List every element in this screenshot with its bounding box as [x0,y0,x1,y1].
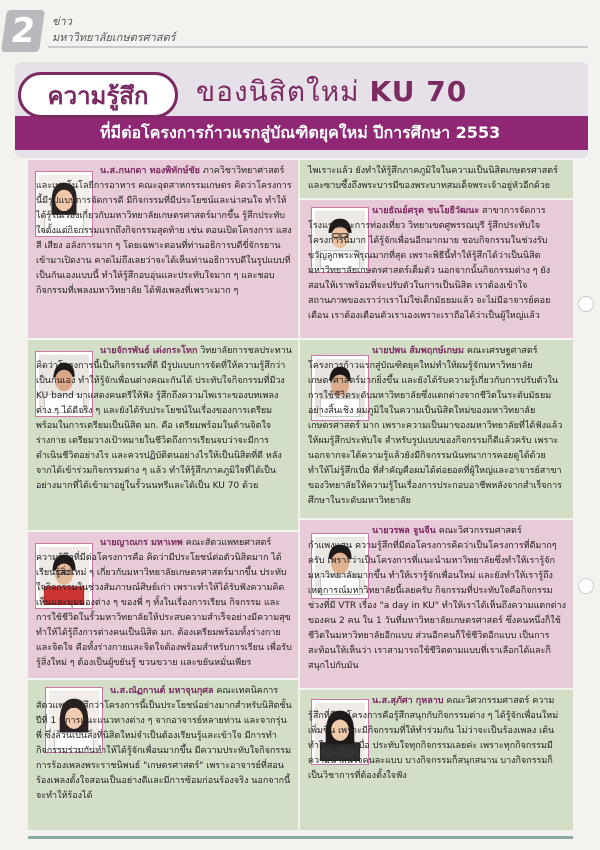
student-name: นายจักรพันธ์ เด่งกระโทก [100,346,198,356]
right-card-1 [300,200,573,340]
left-card-4 [28,680,298,832]
student-comment: คณะเศรษฐศาสตร์ โครงการก้าวแรกสู่บัณฑิตยุคใหม่ทำให้ผมรู้จักมหาวิทยาลัยเกษตรศาสตร์มากยิ่งขึ้น และยังได้รับความรู้เกี่ยวกับการปรับตัวในการใช้ชีวิตระดับมหาวิทยาลัยซึ่งแตกต่างจากชีวิตในระดับมัธยมอย่างสิ้นเชิง ผมภูมิใจในความเป็นนิสิตใหม่ของมหาวิทยาลัยเกษตรศาสตร์ มาก เพราะความเป็นมาของมหาวิทยาลัยที่ได้ฟังแล้วให้ผมรู้สึกประทับใจ สำหรับรูปแบบของกิจกรรมก็ดีแล้วครับ เพราะนอกจากจะได้ความรู้แล้วยังมีกิจกรรมนันทนาการคอยดูได้ด้วย ทำให้ไม่รู้สึกเบื่อ ที่สำคัญคือผมได้ต่อยอดที่ผู้ใหญ่และอาจารย์สาขาของวิทยาลัยให้ความรู้ในเรื่องการประกอบอาชีพหลังจากสำเร็จการศึกษาในระดับมหาวิทยาลัย [308,346,563,506]
left-card-2 [28,340,298,532]
right-card-3 [300,520,573,690]
punch-hole [578,578,594,594]
left-card-3 [28,532,298,680]
student-comment: คณะเทคนิคการสัตวแพทย์ รู้สึกว่าโครงการนี้เป็นประโยชน์อย่างมากสำหรับนิสิตชั้นปีที่ 1 มีการแนะแนวทางต่าง ๆ จากอาจารย์หลายท่าน และจากรุ่นพี่ ซึ่งล้วนเป็นสิ่งที่นิสิตใหม่จำเป็นต้องเรียนรู้และเข้าใจ มีการทำกิจกรรมร่วมกันทำให้ได้รู้จักเพื่อนมากขึ้น มีความประทับใจกิจกรรมการร้องเพลงพระราชนิพนธ์ "เกษตรศาสตร์" เพราะอาจารย์ที่สอนร้องเพลงตั้งใจสอนเป็นอย่างดีและมีการซ้อมก่อนร้องจริง นอกจากนี้จะทำให้ร้องได้ [36,686,292,801]
highlight-pill [18,72,178,118]
student-name: นายญาณกร มหาเทพ [100,538,183,548]
banner-title-code: KU 70 [369,75,468,108]
continued-text [308,164,566,198]
banner-title [196,74,467,110]
left-card-2-text [36,344,292,530]
banner-subtitle: ที่มีต่อโครงการก้าวแรกสู่บัณฑิตยุคใหม่ ปีการศึกษา 2553 [100,123,501,142]
student-comment: สาขาการจัดการโรงแรมและการท่องเที่ยว วิทยาเขตศูพรรณบุรี รู้สึกประทับใจโครงการนี้มาก ได้รู้จักเพื่อนอีกมากมาย ชอบกิจกรรมในช่วงรับขวัญลูกพระพิรุณมากที่สุด เพราะพิธีนี้ทำให้รู้สึกได้ว่าเป็นนิสิตมหาวิทยาลัยเกษตรศาสตร์เต็มตัว นอกจากนั้นกิจกรรมต่าง ๆ ยังสอนให้เราพร้อมที่จะปรับตัวในการเป็นนิสิต เราต้องเข้าใจสถานภาพของเราว่าเราไม่ใช่เด็กมัธยมแล้ว จะไม่มีอาจารย์คอยเตือน เราต้องเตือนตัวเราเองเพราะเราถือได้ว่าเป็นผู้ใหญ่แล้ว [308,206,551,321]
left-card-1 [28,160,298,340]
banner-title-rest: ของนิสิตใหม่ [196,75,360,108]
student-comment: วิทยาลัยการชลประทาน คิดว่าโครงการนี้เป็นกิจกรรมที่ดี มีรูปแบบการจัดที่ให้ความรู้สึกว่าเป็นกันเอง ทำให้รู้จักเพื่อนต่างคณะกันได้ ประทับใจกิจกรรมที่มีวง KU band มาแสดงคนตรีให้ฟัง รู้สึกถึงความไพเราะของบทเพลงต่าง ๆ ได้ดีจริง ๆ และยังได้รับประโยชน์ในเรื่องของการเตรียมพร้อมในการเตรียมเป็นนิสิต มก. คือ เตรียมพร้อมในด้านจิตใจ ร่างกาย เตรียมวางเป้าหมายในชีวิตถึงการเรียนจบว่าจะมีการดำเนินชีวิตอย่างไร และควรปฏิบัติตนอย่างไรให้เป็นนิสิตที่ดี หลังจากได้เข้าร่วมกิจกรรมต่าง ๆ แล้ว ทำให้รู้สึกภาคภูมิใจที่ได้เป็นอย่างมากที่ได้เข้ามาอยู่ในรั้วนนทรีและได้เป็น KU 70 ด้วย [36,346,292,491]
footer-divider [28,836,573,839]
right-card-2-text [308,344,566,518]
header-line-1: ข่าว [52,15,72,28]
highlight-text: ความรู้สึก [47,82,149,110]
right-card-4-text [308,694,566,830]
left-card-1-text [36,164,292,338]
right-card-2 [300,340,573,520]
right-card-1-text [308,204,566,338]
header-line-2: มหาวิทยาลัยเกษตรศาสตร์ [52,31,176,44]
punch-hole [578,296,594,312]
right-card-continued [300,160,573,200]
right-card-3-text [308,524,566,688]
student-comment: ไพเราะแล้ว ยังทำให้รู้สึกภาคภูมิใจในความเป็นนิสิตเกษตรศาสตร์ และซาบซึ้งถึงพระบารมีของพระบาทสมเด็จพระเจ้าอยู่หัวอีกด้วย [308,166,558,191]
header-divider [48,46,588,48]
left-card-4-text [36,684,292,830]
student-name: นายธัณย์ศรุต ชนโยธีวัฒนะ [372,206,480,216]
student-comment: ภาควิชาวิทยาศาสตร์และเทคโนโลยีการอาหาร คณะอุตสาหกรรมเกษตร คิดว่าโครงการนี้มีรูปแบบการจัดการดี มีกิจกรรมที่มีประโยชน์และน่าสนใจ ทำให้ได้รู้ในเรื่องเกี่ยวกับมหาวิทยาลัยเกษตรศาสตร์มากขึ้น รู้สึกประทับใจตั้งแต่กิจกรรมแรกถึงกิจกรรมสุดท้าย เช่น ตอนเปิดโครงการ แสง สี เสียง อลังการมาก ๆ โดยเฉพาะตอนที่ท่านอธิการบดีขี่จักรยานเข้ามาเปิดงาน คาดไม่ถึงเลยว่าจะได้เห็นท่านอธิการบดีในรูปแบบที่เป็นกันเองแบบนี้ ทำให้รู้สึกอบอุ่นและประทับใจมาก ๆ และชอบกิจกรรมที่เพลงมหาวิทยาลัย ได้ฟังเพลงที่เพราะมาก ๆ [36,166,292,296]
right-card-4 [300,690,573,832]
student-name: น.ส.ณัฏกานต์ มหาจุนกุศล [110,686,214,696]
student-name: น.ส.สุภัศา กุหลาบ [372,696,444,706]
student-name: นายวรพล จูนจีน [372,526,436,536]
page-number-badge: 2 [1,10,45,52]
left-card-3-text [36,536,292,678]
student-name: นายปพน ส้มพฤกษ์เกษม [372,346,464,356]
student-comment: คณะวิศวกรรมศาสตร์ กำแพงแสน ความรู้สึกที่มีต่อโครงการคิดว่าเป็นโครงการที่ดีมากๆ ครับ เพราะว่าเป็นโครงการที่แนะนำมหาวิทยาลัยซึ่งทำให้เรารู้จักมหาวิทยาลัยมากขึ้น ทำให้เรารู้จักเพื่อนใหม่ และยังทำให้เรารู้ถึงเหตุการณ์มหาวิทยาลัยนี้เลยครับ กิจกรรมที่ประทับใจคือกิจกรรมช่วงที่มี VTR เรื่อง "a day in KU" ทำให้เราได้เห็นถึงความแตกต่างของคน 2 คน ใน 1 วันที่มหาวิทยาลัยเกษตรศาสตร์ ซึ่งคนหนึ่งก็ใช้ชีวิตในมหาวิทยาลัยอีกแบบ ส่วนอีกคนก็ใช้ชีวิตอีกแบบ เป็นการสะท้อนให้เห็นว่า เราสามารถใช้ชีวิตตามแบบที่เราเลือกได้และก็สนุกไปกับมัน [308,526,566,671]
student-comment: คณะวิศวกรรมศาสตร์ ความรู้สึกที่มีต่อโครงการคือรู้สึกสนุกกับกิจกรรมต่าง ๆ ได้รู้จักเพื่อนใหม่เพิ่มขึ้น เพราะมีกิจกรรมที่ให้ทำร่วมกัน ไม่ว่าจะเป็นร้องเพลง เต้น ทำให้รู้สึกไม่เบื่อ ประทับใจทุกกิจกรรมเลยค่ะ เพราะทุกกิจกรรมมีความน่าสนใจคนละแบบ บางกิจกรรมก็สนุกสนาน บางกิจกรรมก็เป็นวิชาการที่ต้องตั้งใจฟัง [308,696,559,781]
student-name: น.ส.กนกดา ทองพิทักษ์ชัย [100,166,200,176]
student-comment: คณะสัตวแพทยศาสตร์ ความรู้สึกที่มีต่อโครงการคือ คิดว่ามีประโยชน์ต่อตัวนิสิตมาก ได้เรียนรู้สิ่งใหม่ ๆ เกี่ยวกับมหาวิทยาลัยเกษตรศาสตร์มากขึ้น ประทับใจกิจกรรมในช่วงสัมภาษณ์ศิษย์เก่า เพราะทำให้ได้รับฟังความคิดเห็นและมุมมองต่าง ๆ ของพี่ ๆ ทั้งในเรื่องการเรียน กิจกรรม และการใช้ชีวิตในรั้วมหาวิทยาลัยให้ประสบความสำเร็จอย่างมีความสุข ทำให้ได้รู้ถึงการต่างคนเป็นนิสิต มก. ต้องเตรียมพร้อมทั้งร่างกายและจิตใจ คือทั้งร่างกายและจิตใจต้องพร้อมสำหรับการเรียน เพื่อรับรู้สิ่งใหม่ ๆ ต้องเป็นผู้ขยันรู้ ขวนขวาย และขยันหมั่นเพียร [36,538,292,668]
